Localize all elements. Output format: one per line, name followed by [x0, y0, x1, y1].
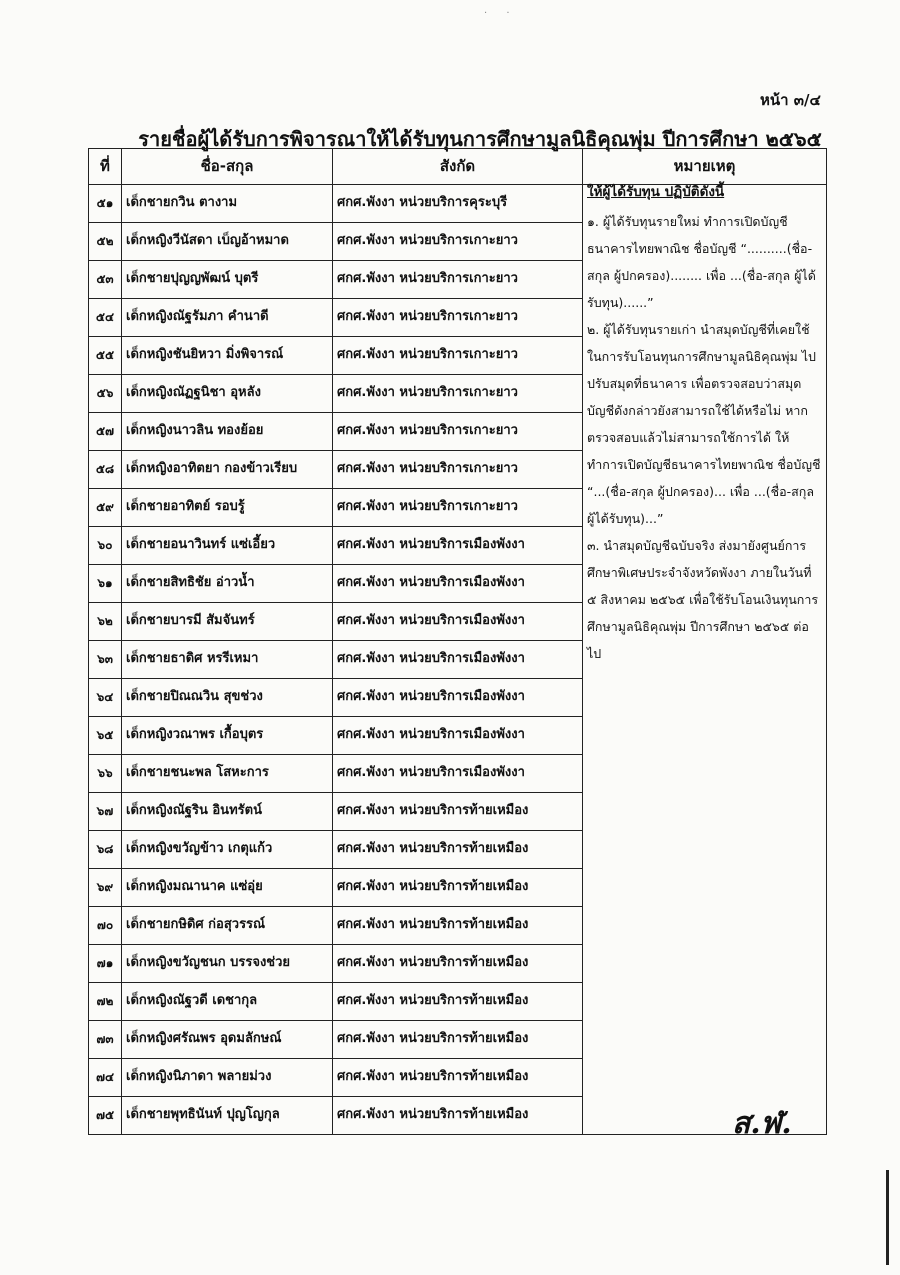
- note-item: ๓. นำสมุดบัญชีฉบับจริง ส่งมายังศูนย์การศึกษาพิเศษประจำจังหวัดพังงา ภายในวันที่ ๕ สิงหาคม ๒๕๖๕ เพื่อใช้รับโอนเงินทุนการศึกษามูลนิธิคุณพุ่ม ปีการศึกษา ๒๕๖๕ ต่อไป: [587, 537, 819, 661]
- scan-edge-line: [886, 1170, 889, 1265]
- cell-unit: ศกศ.พังงา หน่วยบริการคุระบุรี: [333, 185, 583, 223]
- cell-name: เด็กชายพุทธินันท์ ปุญโญกุล: [122, 1097, 333, 1135]
- cell-name: เด็กหญิงอาทิตยา กองข้าวเรียบ: [122, 451, 333, 489]
- cell-no: ๗๐: [89, 907, 122, 945]
- cell-unit: ศกศ.พังงา หน่วยบริการท้ายเหมือง: [333, 793, 583, 831]
- cell-no: ๗๓: [89, 1021, 122, 1059]
- cell-unit: ศกศ.พังงา หน่วยบริการเกาะยาว: [333, 451, 583, 489]
- cell-no: ๖๐: [89, 527, 122, 565]
- cell-name: เด็กหญิงวีนัสดา เบ็ญอ้าหมาด: [122, 223, 333, 261]
- cell-unit: ศกศ.พังงา หน่วยบริการเมืองพังงา: [333, 755, 583, 793]
- cell-no: ๗๑: [89, 945, 122, 983]
- cell-name: เด็กหญิงขวัญข้าว เกตุแก้ว: [122, 831, 333, 869]
- table-body: [89, 185, 827, 1135]
- table-row: [89, 185, 827, 223]
- cell-unit: ศกศ.พังงา หน่วยบริการเกาะยาว: [333, 261, 583, 299]
- cell-no: ๖๑: [89, 565, 122, 603]
- cell-no: ๕๒: [89, 223, 122, 261]
- note-cell: [583, 185, 827, 1135]
- page-number: หน้า ๓/๔: [760, 91, 821, 109]
- cell-unit: ศกศ.พังงา หน่วยบริการเกาะยาว: [333, 337, 583, 375]
- cell-name: เด็กหญิงณัฐริน อินทรัตน์: [122, 793, 333, 831]
- cell-no: ๖๖: [89, 755, 122, 793]
- cell-no: ๕๕: [89, 337, 122, 375]
- cell-no: ๗๔: [89, 1059, 122, 1097]
- cell-no: ๖๓: [89, 641, 122, 679]
- column-header-no: ที่: [89, 149, 122, 185]
- cell-name: เด็กหญิงวณาพร เกื้อบุตร: [122, 717, 333, 755]
- cell-unit: ศกศ.พังงา หน่วยบริการเมืองพังงา: [333, 641, 583, 679]
- cell-unit: ศกศ.พังงา หน่วยบริการเกาะยาว: [333, 223, 583, 261]
- cell-unit: ศกศ.พังงา หน่วยบริการเมืองพังงา: [333, 527, 583, 565]
- cell-unit: ศกศ.พังงา หน่วยบริการเกาะยาว: [333, 489, 583, 527]
- cell-name: เด็กชายปิณณวิน สุขช่วง: [122, 679, 333, 717]
- cell-unit: ศกศ.พังงา หน่วยบริการเกาะยาว: [333, 299, 583, 337]
- cell-name: เด็กชายกษิดิศ ก่อสุวรรณ์: [122, 907, 333, 945]
- cell-no: ๖๗: [89, 793, 122, 831]
- cell-no: ๕๙: [89, 489, 122, 527]
- cell-name: เด็กหญิงศรัณพร อุดมลักษณ์: [122, 1021, 333, 1059]
- cell-no: ๗๕: [89, 1097, 122, 1135]
- cell-no: ๕๗: [89, 413, 122, 451]
- cell-no: ๗๒: [89, 983, 122, 1021]
- column-header-name: ชื่อ-สกุล: [122, 149, 333, 185]
- cell-no: ๖๔: [89, 679, 122, 717]
- cell-unit: ศกศ.พังงา หน่วยบริการท้ายเหมือง: [333, 869, 583, 907]
- cell-unit: ศกศ.พังงา หน่วยบริการท้ายเหมือง: [333, 1097, 583, 1135]
- cell-unit: ศกศ.พังงา หน่วยบริการท้ายเหมือง: [333, 1059, 583, 1097]
- cell-no: ๕๑: [89, 185, 122, 223]
- cell-unit: ศกศ.พังงา หน่วยบริการเมืองพังงา: [333, 679, 583, 717]
- cell-name: เด็กชายสิทธิชัย อ่าวน้ำ: [122, 565, 333, 603]
- cell-name: เด็กหญิงณัฐวดี เดชากุล: [122, 983, 333, 1021]
- cell-unit: ศกศ.พังงา หน่วยบริการท้ายเหมือง: [333, 907, 583, 945]
- cell-name: เด็กหญิงมณานาค แซ่อุ่ย: [122, 869, 333, 907]
- scholarship-table: [88, 148, 827, 1135]
- scan-specks: · ·: [484, 8, 518, 19]
- cell-no: ๕๘: [89, 451, 122, 489]
- cell-name: เด็กชายบารมี สัมจันทร์: [122, 603, 333, 641]
- cell-name: เด็กหญิงนิภาดา พลายม่วง: [122, 1059, 333, 1097]
- cell-unit: ศกศ.พังงา หน่วยบริการเกาะยาว: [333, 375, 583, 413]
- table-header-row: [89, 149, 827, 185]
- cell-unit: ศกศ.พังงา หน่วยบริการท้ายเหมือง: [333, 831, 583, 869]
- cell-name: เด็กชายปุญญพัฒน์ บุตรี: [122, 261, 333, 299]
- cell-no: ๖๙: [89, 869, 122, 907]
- cell-no: ๖๘: [89, 831, 122, 869]
- cell-no: ๕๔: [89, 299, 122, 337]
- cell-no: ๖๕: [89, 717, 122, 755]
- cell-unit: ศกศ.พังงา หน่วยบริการท้ายเหมือง: [333, 1021, 583, 1059]
- column-header-note: หมายเหตุ: [583, 149, 827, 185]
- cell-unit: ศกศ.พังงา หน่วยบริการท้ายเหมือง: [333, 983, 583, 1021]
- cell-no: ๕๓: [89, 261, 122, 299]
- cell-name: เด็กชายกวิน ตางาม: [122, 185, 333, 223]
- column-header-unit: สังกัด: [333, 149, 583, 185]
- cell-name: เด็กชายอาทิตย์ รอบรู้: [122, 489, 333, 527]
- cell-unit: ศกศ.พังงา หน่วยบริการเมืองพังงา: [333, 565, 583, 603]
- signature-initials: ส.ฬ.: [732, 1106, 792, 1141]
- cell-name: เด็กชายธาดิศ หรรีเหมา: [122, 641, 333, 679]
- cell-no: ๕๖: [89, 375, 122, 413]
- cell-name: เด็กหญิงณัฐรัมภา คำนาดี: [122, 299, 333, 337]
- cell-name: เด็กหญิงขวัญชนก บรรจงช่วย: [122, 945, 333, 983]
- cell-name: เด็กหญิงณัฏฐนิชา อุหลัง: [122, 375, 333, 413]
- note-item: ๒. ผู้ได้รับทุนรายเก่า นำสมุดบัญชีที่เคยใช้ในการรับโอนทุนการศึกษามูลนิธิคุณพุ่ม ไปปรับสมุดที่ธนาคาร เพื่อตรวจสอบว่าสมุดบัญชีดังกล่าวยังสามารถใช้ได้หรือไม่ หากตรวจสอบแล้วไม่สามารถใช้การได้ ให้ทำการเปิดบัญชีธนาคารไทยพาณิช ชื่อบัญชี “...(ชื่อ-สกุล ผู้ปกครอง)... เพื่อ ...(ชื่อ-สกุล ผู้ได้รับทุน)...”: [587, 321, 821, 526]
- cell-unit: ศกศ.พังงา หน่วยบริการเมืองพังงา: [333, 717, 583, 755]
- note-item: ๑. ผู้ได้รับทุนรายใหม่ ทำการเปิดบัญชีธนาคารไทยพาณิช ชื่อบัญชี “..........(ชื่อ-สกุล ผู้ปกครอง)........ เพื่อ ...(ชื่อ-สกุล ผู้ได้รับทุน)......”: [587, 213, 816, 310]
- cell-name: เด็กหญิงชันยิหวา มิ่งพิจารณ์: [122, 337, 333, 375]
- note-heading: ให้ผู้ได้รับทุน ปฏิบัติดังนี้: [587, 184, 725, 200]
- cell-name: เด็กชายอนาวินทร์ แซ่เอี้ยว: [122, 527, 333, 565]
- document-title: รายชื่อผู้ได้รับการพิจารณาให้ได้รับทุนการศึกษามูลนิธิคุณพุ่ม ปีการศึกษา ๒๕๖๕: [138, 127, 822, 151]
- cell-name: เด็กหญิงนาวลิน ทองย้อย: [122, 413, 333, 451]
- cell-unit: ศกศ.พังงา หน่วยบริการเมืองพังงา: [333, 603, 583, 641]
- cell-unit: ศกศ.พังงา หน่วยบริการท้ายเหมือง: [333, 945, 583, 983]
- cell-name: เด็กชายชนะพล โสหะการ: [122, 755, 333, 793]
- cell-no: ๖๒: [89, 603, 122, 641]
- cell-unit: ศกศ.พังงา หน่วยบริการเกาะยาว: [333, 413, 583, 451]
